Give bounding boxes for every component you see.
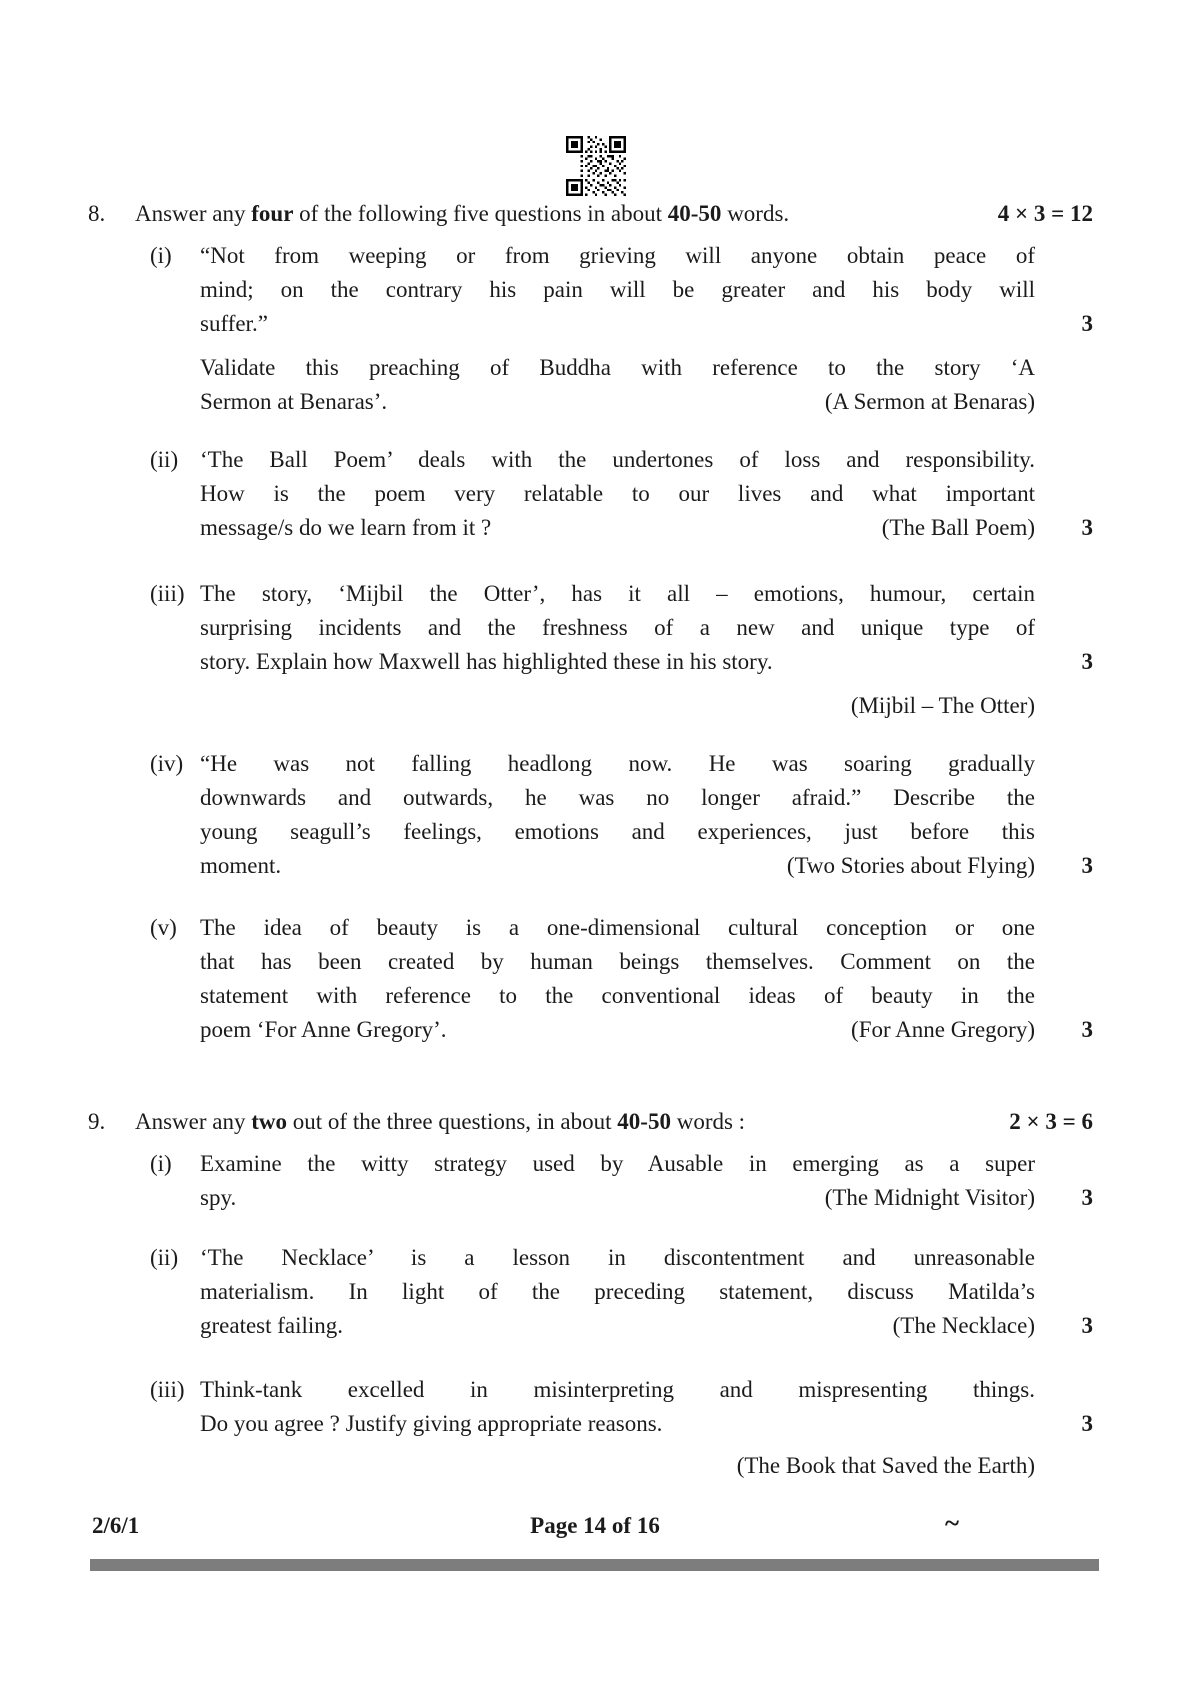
question-text-line: young seagull’s feelings, emotions and experiences, just before this (200, 819, 1035, 844)
question-text-line: statement with reference to the conventional ideas of beauty in the (200, 983, 1035, 1008)
question-text-line: ‘The Ball Poem’ deals with the undertones of loss and responsibility. (200, 447, 1035, 472)
marks-total: 2 × 3 = 6 (1009, 1109, 1093, 1134)
question-block (150, 239, 1093, 341)
question-9-header (88, 1105, 1093, 1139)
sub-question-label: (i) (150, 243, 172, 268)
question-text-line: materialism. In light of the preceding statement, discuss Matilda’s (200, 1279, 1035, 1304)
question-text-line: Think-tank excelled in misinterpreting and mispresenting things. (200, 1377, 1035, 1402)
question-text-line: downwards and outwards, he was no longer afraid.” Describe the (200, 785, 1035, 810)
marks-value: 3 (1081, 1411, 1093, 1436)
sub-question-9-iii (150, 1373, 1093, 1483)
sub-question-label: (iv) (150, 751, 184, 776)
page-footer (0, 1508, 1190, 1546)
question-text-line: Examine the witty strategy used by Ausable in emerging as a super (200, 1151, 1035, 1176)
marks-value: 3 (1081, 649, 1093, 674)
attribution: (The Necklace) (892, 1313, 1035, 1338)
question-text-tail: suffer.” (200, 311, 268, 336)
question-block (150, 1147, 1093, 1215)
question-9 (88, 1105, 1093, 1483)
sub-question-8-ii (150, 443, 1093, 545)
sub-question-label: (ii) (150, 447, 179, 472)
question-text-line: The story, ‘Mijbil the Otter’, has it all – emotions, humour, certain (200, 581, 1035, 606)
attribution: (The Ball Poem) (881, 515, 1035, 540)
attribution: (The Midnight Visitor) (824, 1185, 1035, 1210)
question-text-tail: poem ‘For Anne Gregory’. (200, 1017, 447, 1042)
question-text-line: “Not from weeping or from grieving will anyone obtain peace of (200, 243, 1035, 268)
question-block (150, 577, 1093, 679)
sub-question-8-iv (150, 747, 1093, 883)
bottom-divider-bar (90, 1559, 1099, 1571)
attribution: (For Anne Gregory) (851, 1017, 1035, 1042)
tilde-mark: ~ (945, 1508, 960, 1538)
sub-question-8-iii (150, 577, 1093, 723)
attribution: (The Book that Saved the Earth) (736, 1453, 1035, 1478)
question-text-line: surprising incidents and the freshness of a new and unique type of (200, 615, 1035, 640)
question-text-line: The idea of beauty is a one-dimensional cultural conception or one (200, 915, 1035, 940)
question-text-line: mind; on the contrary his pain will be greater and his body will (200, 277, 1035, 302)
question-prompt: Answer any two out of the three questions, in about 40-50 words : (135, 1109, 746, 1134)
page-number: Page 14 of 16 (530, 1513, 660, 1538)
question-block (150, 1373, 1093, 1441)
question-text-tail: message/s do we learn from it ? (200, 515, 492, 540)
attribution: (A Sermon at Benaras) (824, 389, 1035, 414)
sub-question-label: (i) (150, 1151, 172, 1176)
attribution: (Two Stories about Flying) (786, 853, 1035, 878)
marks-value: 3 (1081, 1313, 1093, 1338)
qr-code (566, 136, 626, 196)
question-8-header (88, 197, 1093, 231)
question-text-line: ‘The Necklace’ is a lesson in discontentment and unreasonable (200, 1245, 1035, 1270)
question-text-tail: spy. (200, 1185, 237, 1210)
question-block (150, 689, 1093, 723)
question-prompt: Answer any four of the following five questions in about 40-50 words. (135, 201, 790, 226)
question-text-tail: Do you agree ? Justify giving appropriate reasons. (200, 1411, 663, 1436)
marks-value: 3 (1081, 515, 1093, 540)
marks-value: 3 (1081, 1185, 1093, 1210)
marks-value: 3 (1081, 1017, 1093, 1042)
question-text-tail: greatest failing. (200, 1313, 344, 1338)
question-text-line: Validate this preaching of Buddha with reference to the story ‘A (200, 355, 1035, 380)
marks-value: 3 (1081, 853, 1093, 878)
question-text-tail: Sermon at Benaras’. (200, 389, 388, 414)
content (88, 197, 1093, 1483)
question-block (150, 911, 1093, 1047)
question-text-line: that has been created by human beings themselves. Comment on the (200, 949, 1035, 974)
question-number: 8. (88, 201, 106, 226)
paper-code: 2/6/1 (92, 1513, 140, 1538)
marks-total: 4 × 3 = 12 (997, 201, 1093, 226)
marks-value: 3 (1081, 311, 1093, 336)
sub-question-label: (iii) (150, 1377, 185, 1402)
question-number: 9. (88, 1109, 106, 1134)
sub-question-9-i (150, 1147, 1093, 1215)
question-text-line: How is the poem very relatable to our lives and what important (200, 481, 1035, 506)
question-8 (88, 197, 1093, 1047)
question-text-tail: story. Explain how Maxwell has highlighted these in his story. (200, 649, 773, 674)
question-text-tail: moment. (200, 853, 282, 878)
sub-question-label: (ii) (150, 1245, 179, 1270)
question-block (150, 747, 1093, 883)
sub-question-8-v (150, 911, 1093, 1047)
question-block (150, 1449, 1093, 1483)
question-text-line: “He was not falling headlong now. He was soaring gradually (200, 751, 1035, 776)
sub-question-label: (v) (150, 915, 177, 940)
sub-question-8-i (150, 239, 1093, 419)
question-block (150, 351, 1093, 419)
sub-question-9-ii (150, 1241, 1093, 1343)
sub-question-label: (iii) (150, 581, 185, 606)
question-block (150, 443, 1093, 545)
attribution: (Mijbil – The Otter) (850, 693, 1035, 718)
question-block (150, 1241, 1093, 1343)
